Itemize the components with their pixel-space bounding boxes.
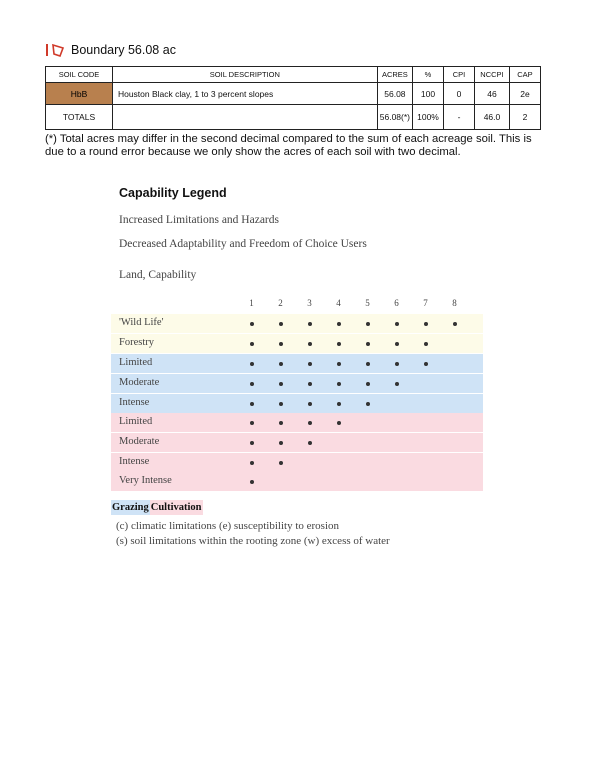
capability-dot bbox=[308, 402, 312, 406]
totals-empty bbox=[112, 105, 377, 130]
limitation-note-1: (c) climatic limitations (e) susceptibility to erosion bbox=[116, 520, 340, 532]
capability-dot bbox=[250, 362, 254, 366]
col-soil-code: SOIL CODE bbox=[46, 67, 113, 83]
legend-row-label: Moderate bbox=[119, 377, 160, 388]
capability-dot bbox=[337, 402, 341, 406]
class-number: 2 bbox=[278, 298, 283, 308]
capability-dot bbox=[279, 342, 283, 346]
capability-dot bbox=[250, 461, 254, 465]
capability-dot bbox=[250, 402, 254, 406]
legend-row-label: Limited bbox=[119, 357, 153, 368]
soil-description-cell: Houston Black clay, 1 to 3 percent slopes bbox=[112, 83, 377, 105]
legend-line-adaptability: Decreased Adaptability and Freedom of Choice Users bbox=[119, 238, 367, 250]
class-number: 7 bbox=[423, 298, 428, 308]
class-swatch-7 bbox=[418, 276, 433, 291]
class-swatch-8 bbox=[447, 276, 462, 291]
legend-row-label: Moderate bbox=[119, 436, 160, 447]
totals-row bbox=[46, 105, 541, 130]
legend-row-label: Intense bbox=[119, 397, 150, 408]
class-swatch-3 bbox=[302, 276, 317, 291]
col-nccpi: NCCPI bbox=[474, 67, 509, 83]
capability-dot bbox=[279, 461, 283, 465]
capability-dot bbox=[424, 342, 428, 346]
rounding-note: (*) Total acres may differ in the second decimal compared to the sum of each acreage soil. This is due to a round error because we only show the acres of each soil with two decimal. bbox=[45, 133, 532, 158]
boundary-polygon-icon bbox=[51, 44, 65, 57]
soil-table bbox=[45, 66, 541, 130]
table-row bbox=[46, 83, 541, 105]
capability-dot bbox=[395, 322, 399, 326]
totals-acres: 56.08(*) bbox=[377, 105, 412, 130]
legend-line-land-capability: Land, Capability bbox=[119, 269, 197, 281]
capability-dot bbox=[337, 322, 341, 326]
capability-dot bbox=[366, 322, 370, 326]
limitation-note-2: (s) soil limitations within the rooting zone (w) excess of water bbox=[116, 535, 390, 547]
capability-dot bbox=[366, 362, 370, 366]
grazing-label: Grazing bbox=[112, 502, 149, 513]
capability-dot bbox=[395, 382, 399, 386]
legend-row-label: Very Intense bbox=[119, 475, 172, 486]
boundary-header bbox=[46, 43, 176, 57]
cap-cell: 2e bbox=[509, 83, 540, 105]
col-soil-description: SOIL DESCRIPTION bbox=[112, 67, 377, 83]
capability-dot bbox=[279, 402, 283, 406]
capability-dot bbox=[308, 382, 312, 386]
capability-dot bbox=[308, 342, 312, 346]
capability-dot bbox=[366, 402, 370, 406]
class-number: 4 bbox=[336, 298, 341, 308]
table-header-row bbox=[46, 67, 541, 83]
col-acres: ACRES bbox=[377, 67, 412, 83]
cpi-cell: 0 bbox=[444, 83, 475, 105]
legend-row-band bbox=[111, 453, 483, 472]
legend-row-band bbox=[111, 394, 483, 413]
legend-row-label: Forestry bbox=[119, 337, 154, 348]
cultivation-label: Cultivation bbox=[150, 502, 202, 513]
soil-code-cell: HbB bbox=[46, 83, 113, 105]
capability-dot bbox=[279, 421, 283, 425]
totals-cpi: - bbox=[444, 105, 475, 130]
capability-dot bbox=[250, 441, 254, 445]
totals-percent: 100% bbox=[413, 105, 444, 130]
totals-cap: 2 bbox=[509, 105, 540, 130]
capability-dot bbox=[337, 382, 341, 386]
capability-dot bbox=[308, 421, 312, 425]
capability-dot bbox=[279, 362, 283, 366]
capability-dot bbox=[337, 342, 341, 346]
nccpi-cell: 46 bbox=[474, 83, 509, 105]
class-swatch-5 bbox=[360, 276, 375, 291]
capability-dot bbox=[279, 441, 283, 445]
capability-dot bbox=[308, 322, 312, 326]
class-number: 5 bbox=[365, 298, 370, 308]
capability-dot bbox=[308, 441, 312, 445]
class-swatch-4 bbox=[331, 276, 346, 291]
legend-line-limitations: Increased Limitations and Hazards bbox=[119, 214, 279, 226]
capability-dot bbox=[453, 322, 457, 326]
boundary-title: Boundary 56.08 ac bbox=[71, 43, 176, 57]
capability-dot bbox=[395, 362, 399, 366]
class-number: 3 bbox=[307, 298, 312, 308]
legend-row-label: 'Wild Life' bbox=[119, 317, 164, 328]
class-swatch-6 bbox=[389, 276, 404, 291]
class-number: 8 bbox=[452, 298, 457, 308]
capability-dot bbox=[250, 382, 254, 386]
capability-dot bbox=[424, 362, 428, 366]
capability-dot bbox=[366, 342, 370, 346]
grazing-cultivation-key bbox=[111, 500, 203, 515]
col-percent: % bbox=[413, 67, 444, 83]
legend-row-label: Limited bbox=[119, 416, 153, 427]
acres-cell: 56.08 bbox=[377, 83, 412, 105]
totals-label: TOTALS bbox=[46, 105, 113, 130]
percent-cell: 100 bbox=[413, 83, 444, 105]
capability-dot bbox=[366, 382, 370, 386]
capability-dot bbox=[395, 342, 399, 346]
capability-dot bbox=[250, 322, 254, 326]
class-number: 1 bbox=[249, 298, 254, 308]
legend-title: Capability Legend bbox=[119, 186, 227, 200]
class-number: 6 bbox=[394, 298, 399, 308]
legend-row-label: Intense bbox=[119, 456, 150, 467]
capability-dot bbox=[308, 362, 312, 366]
capability-dot bbox=[250, 342, 254, 346]
marker-bar bbox=[46, 44, 48, 56]
capability-dot bbox=[279, 322, 283, 326]
capability-dot bbox=[424, 322, 428, 326]
legend-row-band bbox=[111, 413, 483, 432]
legend-row-band bbox=[111, 433, 483, 452]
col-cpi: CPI bbox=[444, 67, 475, 83]
capability-dot bbox=[337, 421, 341, 425]
class-swatch-2 bbox=[273, 276, 288, 291]
capability-dot bbox=[250, 421, 254, 425]
capability-dot bbox=[250, 480, 254, 484]
totals-nccpi: 46.0 bbox=[474, 105, 509, 130]
capability-dot bbox=[337, 362, 341, 366]
legend-row-band bbox=[111, 374, 483, 393]
col-cap: CAP bbox=[509, 67, 540, 83]
capability-dot bbox=[279, 382, 283, 386]
class-swatch-1 bbox=[244, 276, 259, 291]
